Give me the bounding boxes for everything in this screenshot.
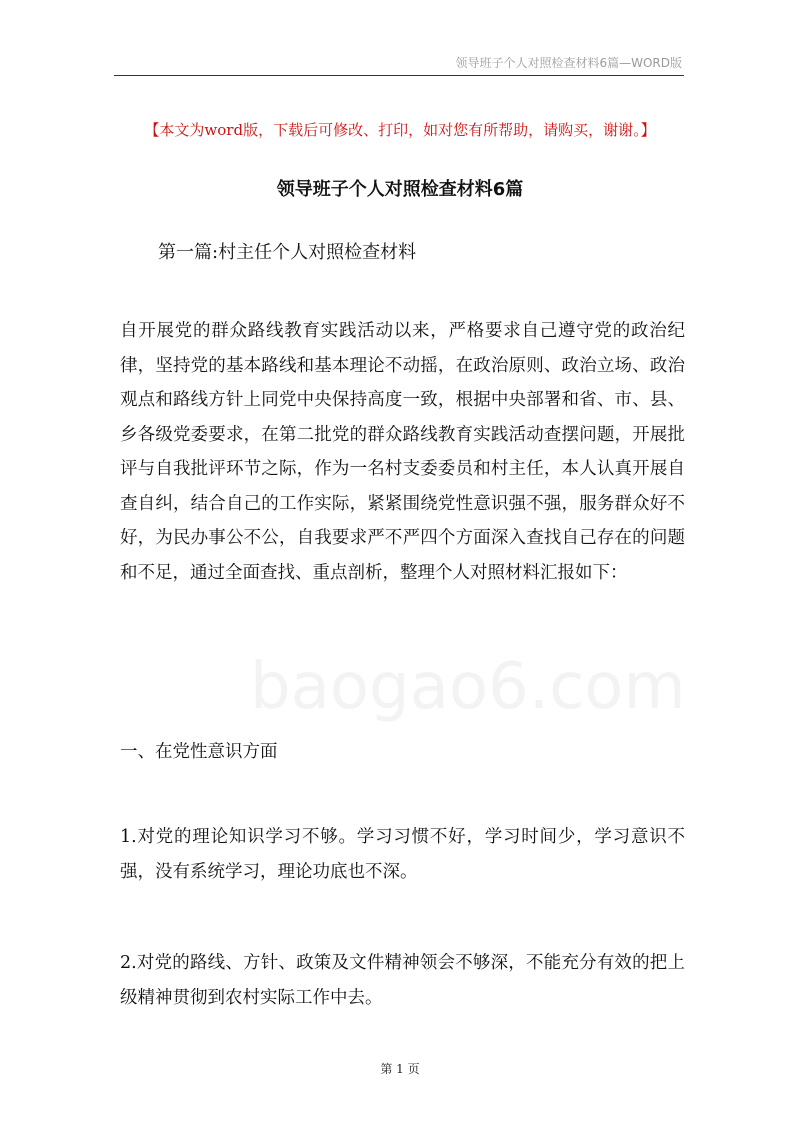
list-item-2: 2.对党的路线、方针、政策及文件精神领会不够深，不能充分有效的把上级精神贯彻到农村实际工作中去。: [120, 953, 685, 1008]
page-number: 第 1 页: [380, 1062, 420, 1076]
page-header: 领导班子个人对照检查材料6篇—WORD版: [455, 56, 682, 70]
purchase-notice: 【本文为word版，下载后可修改、打印，如对您有所帮助，请购买，谢谢。】: [144, 121, 656, 139]
document-title: 领导班子个人对照检查材料6篇: [276, 179, 524, 200]
list-item-1: 1.对党的理论知识学习不够。学习习惯不好，学习时间少，学习意识不强，没有系统学习，理论功底也不深。: [120, 827, 685, 882]
section-heading: 一、在党性意识方面: [120, 742, 278, 762]
header-divider: [114, 75, 684, 76]
watermark: baogao6.com: [250, 650, 686, 724]
intro-paragraph: 自开展党的群众路线教育实践活动以来，严格要求自己遵守党的政治纪律，坚持党的基本路线和基本理论不动摇，在政治原则、政治立场、政治观点和路线方针上同党中央保持高度一致，根据中央部署和省、市、县、乡各级党委要求，在第二批党的群众路线教育实践活动查摆问题，开展批评与自我批评环节之际，作为一名村支委委员和村主任，本人认真开展自查自纠，结合自己的工作实际，紧紧围绕党性意识强不强，服务群众好不好，为民办事公不公，自我要求严不严四个方面深入查找自己存在的问题和不足，通过全面查找、重点剖析，整理个人对照材料汇报如下：: [120, 321, 685, 583]
section-subtitle: 第一篇:村主任个人对照检查材料: [158, 242, 417, 263]
